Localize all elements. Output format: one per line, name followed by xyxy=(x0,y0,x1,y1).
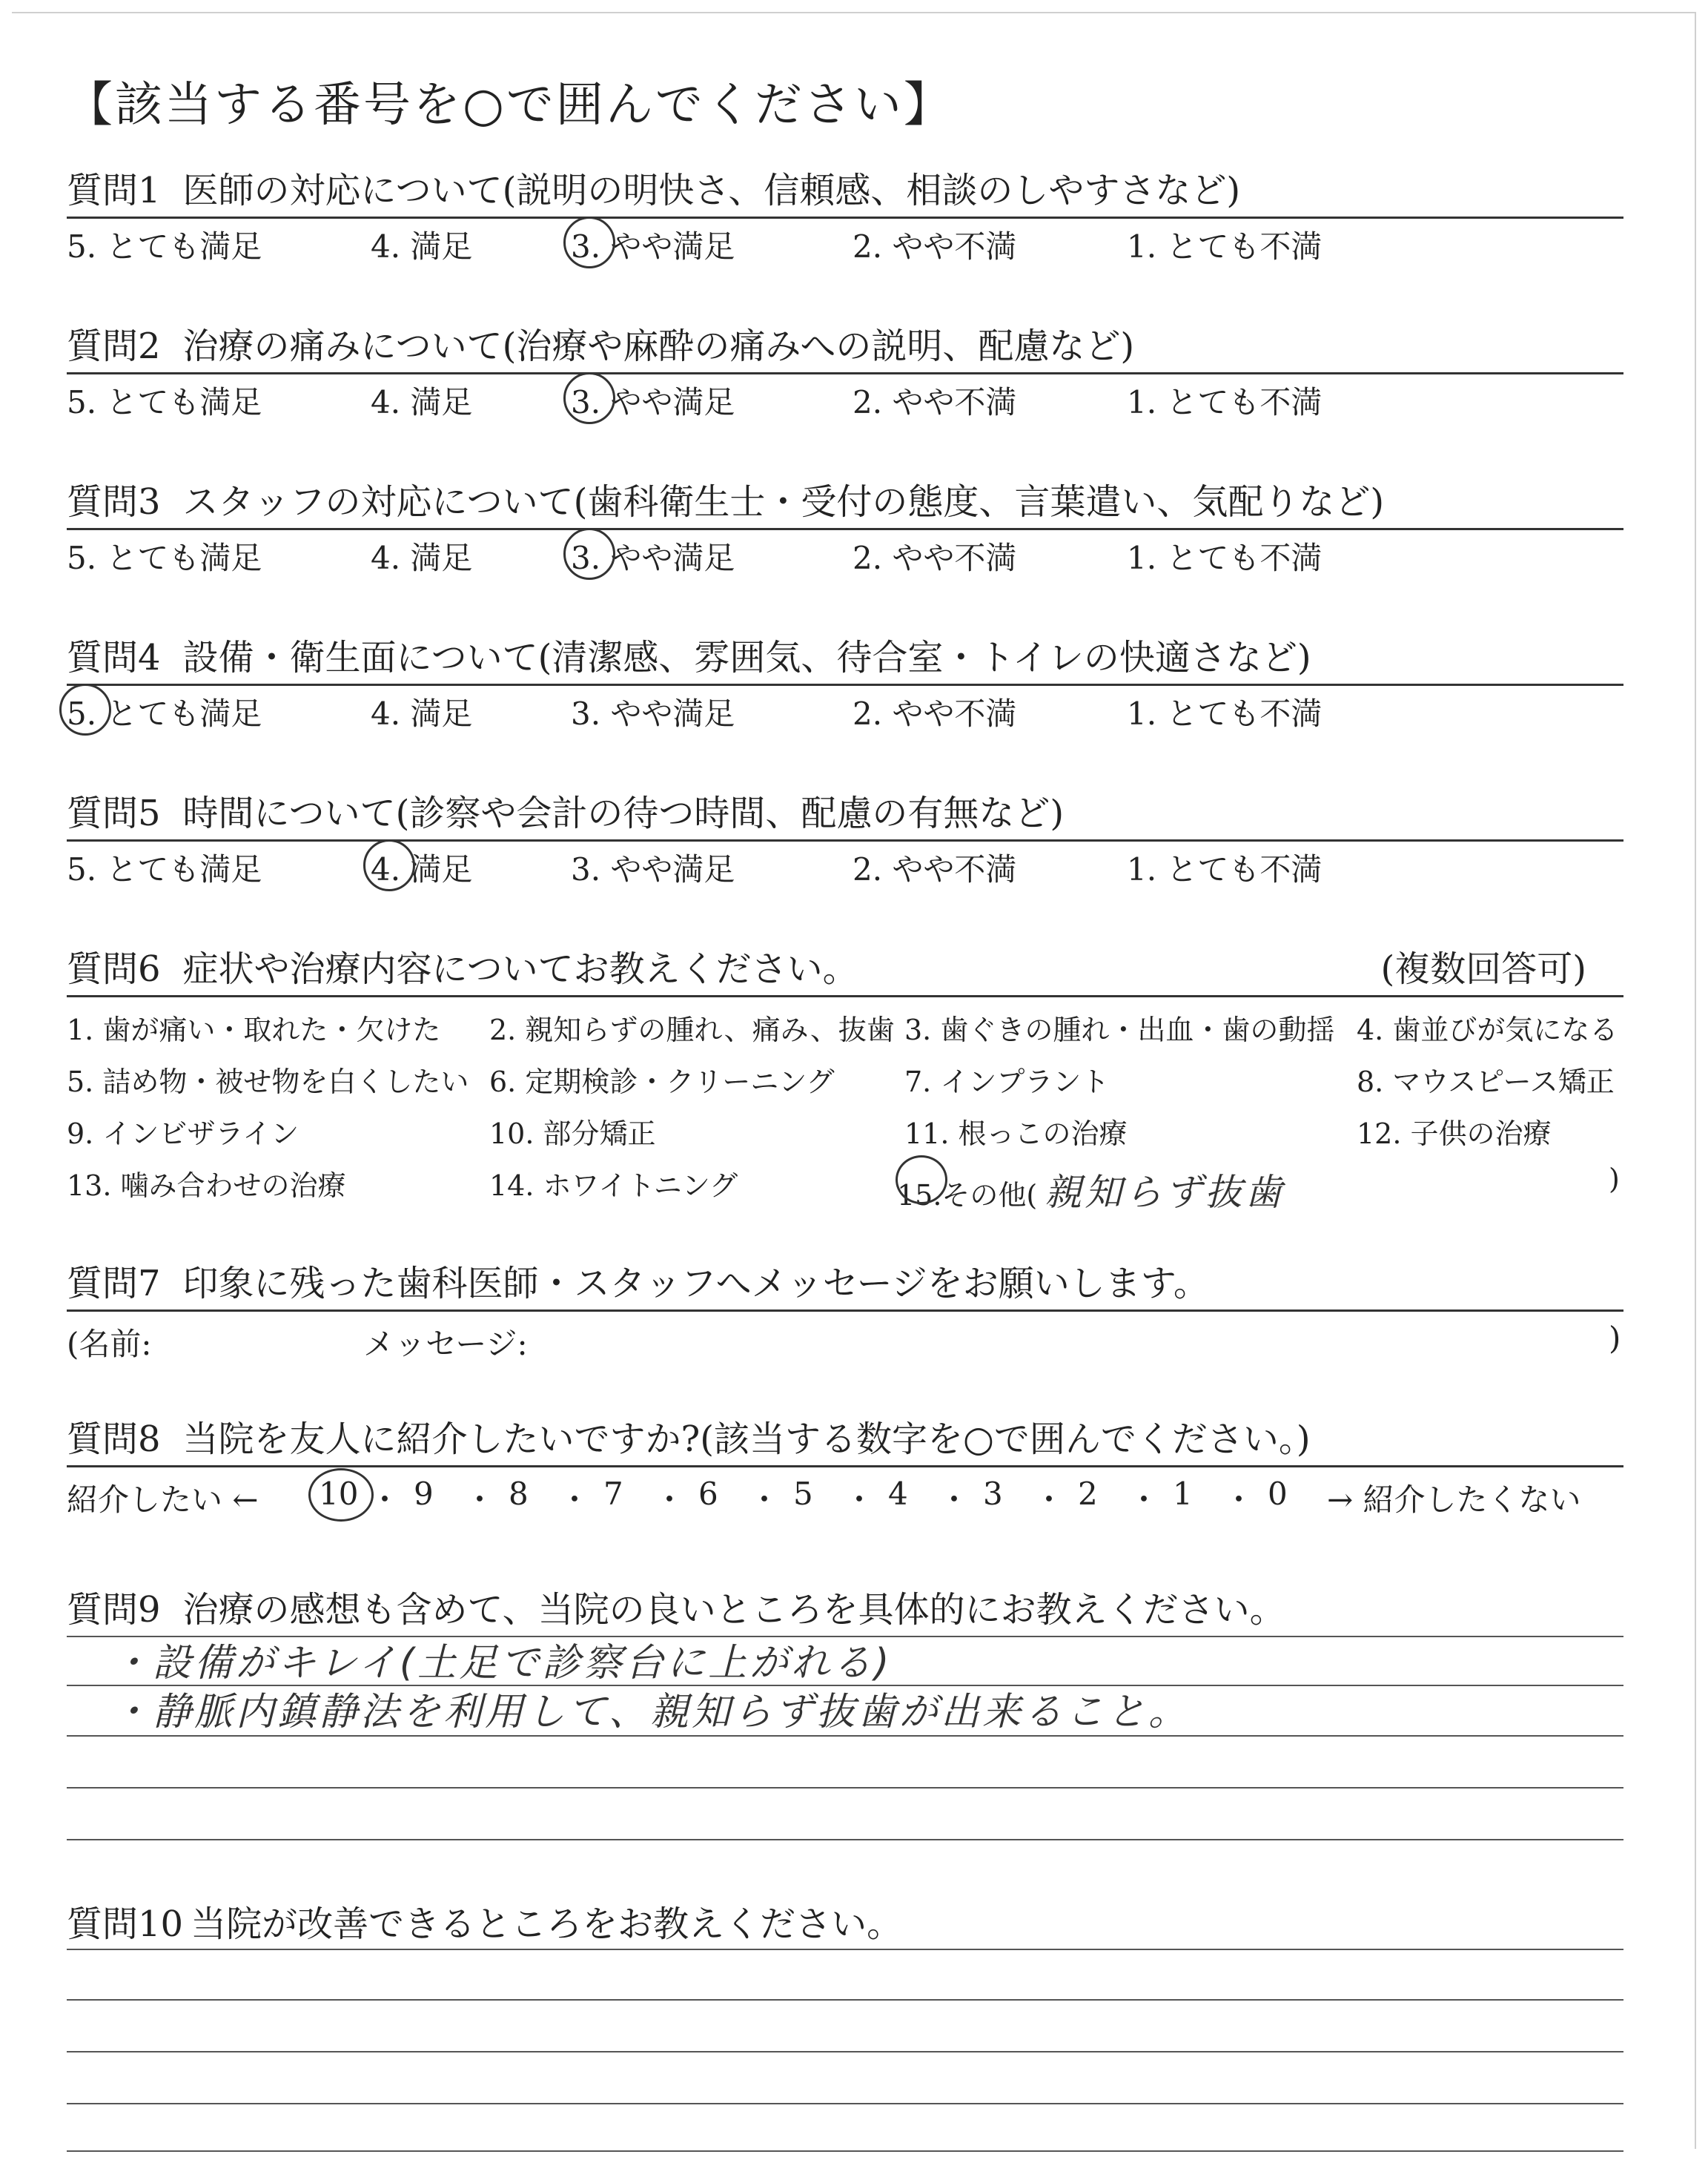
question-3 xyxy=(67,473,1623,599)
question-label: 質問3 xyxy=(67,481,161,523)
question-text: 医師の対応について(説明の明快さ、信頼感、相談のしやすさなど) xyxy=(182,170,1241,211)
question-text: 時間について(診察や会計の待つ時間、配慮の有無など) xyxy=(182,793,1065,834)
question-1 xyxy=(67,162,1623,288)
score-6[interactable]: 6 xyxy=(698,1476,718,1512)
question-label: 質問8 xyxy=(67,1418,161,1460)
question-text: 症状や治療内容についてお教えください。 xyxy=(182,948,858,990)
question-8 xyxy=(67,1410,1623,1544)
question-6 xyxy=(67,940,1623,1222)
selected-circle xyxy=(308,1468,374,1522)
rating-option-4[interactable]: 4. 満足 xyxy=(371,384,473,420)
selected-circle xyxy=(563,528,615,580)
rating-option-2[interactable]: 2. やや不満 xyxy=(853,540,1017,576)
question-10 xyxy=(67,1895,1623,1955)
question-rule xyxy=(67,372,1623,374)
question-title xyxy=(67,473,1384,524)
close-paren: ) xyxy=(1609,1320,1621,1356)
right-label: → 紹介したくない xyxy=(1327,1482,1581,1518)
question-rule xyxy=(67,528,1623,530)
left-label: 紹介したい ← xyxy=(67,1482,259,1518)
handwritten-answer-1[interactable]: ・設備がキレイ(土足で診察台に上がれる) xyxy=(111,1641,893,1685)
question-label: 質問1 xyxy=(67,170,161,211)
question-text: 設備・衛生面について(清潔感、雰囲気、待合室・トイレの快適さなど) xyxy=(182,637,1311,678)
question-rule xyxy=(67,1309,1623,1312)
answer-line xyxy=(67,1999,1623,2001)
question-label: 質問5 xyxy=(67,793,161,834)
other-value[interactable]: 親知らず抜歯 xyxy=(1045,1171,1285,1214)
symptom-option-10[interactable]: 10. 部分矯正 xyxy=(489,1117,656,1150)
symptom-option-5[interactable]: 5. 詰め物・被せ物を白くしたい xyxy=(67,1066,469,1098)
answer-line xyxy=(67,2150,1623,2152)
rating-option-4[interactable]: 4. 満足 xyxy=(371,851,473,888)
question-label: 質問4 xyxy=(67,637,161,678)
score-8[interactable]: 8 xyxy=(509,1476,529,1512)
symptom-option-12[interactable]: 12. 子供の治療 xyxy=(1357,1117,1552,1150)
separator-dot: ・ xyxy=(654,1482,686,1518)
symptom-option-6[interactable]: 6. 定期検診・クリーニング xyxy=(489,1066,835,1098)
rating-option-5[interactable]: 5. とても満足 xyxy=(67,540,262,576)
symptom-option-7[interactable]: 7. インプラント xyxy=(904,1066,1110,1098)
multiple-answer-note: (複数回答可) xyxy=(1380,948,1586,990)
rating-option-4[interactable]: 4. 満足 xyxy=(371,540,473,576)
score-4[interactable]: 4 xyxy=(888,1476,908,1512)
rating-option-1[interactable]: 1. とても不満 xyxy=(1127,540,1323,576)
rating-option-5[interactable]: 5. とても満足 xyxy=(67,851,262,888)
question-rule xyxy=(67,1465,1623,1467)
score-0[interactable]: 0 xyxy=(1268,1476,1288,1512)
symptom-option-8[interactable]: 8. マウスピース矯正 xyxy=(1357,1066,1615,1098)
score-2[interactable]: 2 xyxy=(1078,1476,1098,1512)
rating-option-3[interactable]: 3. やや満足 xyxy=(571,851,735,888)
rating-option-3[interactable]: 3. やや満足 xyxy=(571,696,735,732)
question-label: 質問10 xyxy=(67,1903,184,1945)
symptom-option-11[interactable]: 11. 根っこの治療 xyxy=(904,1117,1128,1150)
question-title xyxy=(67,1581,1285,1632)
question-title xyxy=(67,940,858,991)
name-label: (名前: xyxy=(67,1326,152,1362)
symptom-option-9[interactable]: 9. インビザライン xyxy=(67,1117,299,1150)
question-text: 治療の感想も含めて、当院の良いところを具体的にお教えください。 xyxy=(182,1589,1285,1631)
symptom-option-2[interactable]: 2. 親知らずの腫れ、痛み、抜歯 xyxy=(489,1014,895,1046)
question-rule xyxy=(67,217,1623,219)
selected-circle xyxy=(59,684,111,736)
separator-dot: ・ xyxy=(464,1482,496,1518)
answer-line xyxy=(67,1949,1623,1950)
symptom-option-3[interactable]: 3. 歯ぐきの腫れ・出血・歯の動揺 xyxy=(904,1014,1335,1046)
other-close-paren: ) xyxy=(1609,1163,1620,1195)
question-text: 印象に残った歯科医師・スタッフへメッセージをお願いします。 xyxy=(182,1263,1209,1304)
question-rule xyxy=(67,995,1623,997)
separator-dot: ・ xyxy=(844,1482,875,1518)
separator-dot: ・ xyxy=(1128,1482,1160,1518)
rating-option-5[interactable]: 5. とても満足 xyxy=(67,384,262,420)
score-row xyxy=(67,1476,1623,1520)
selected-circle xyxy=(363,839,415,891)
rating-option-1[interactable]: 1. とても不満 xyxy=(1127,851,1323,888)
question-label: 質問6 xyxy=(67,948,161,990)
question-title xyxy=(67,317,1134,369)
answer-line xyxy=(67,2103,1623,2104)
question-label: 質問9 xyxy=(67,1589,161,1631)
score-9[interactable]: 9 xyxy=(414,1476,434,1512)
score-10[interactable]: 10 xyxy=(319,1476,359,1512)
question-text: スタッフの対応について(歯科衛生士・受付の態度、言葉遣い、気配りなど) xyxy=(182,481,1385,523)
score-1[interactable]: 1 xyxy=(1173,1476,1193,1512)
question-title xyxy=(67,785,1064,836)
option-other[interactable] xyxy=(897,1163,1285,1216)
selected-circle xyxy=(563,372,615,424)
rating-option-3[interactable]: 3. やや満足 xyxy=(571,384,735,420)
rating-option-4[interactable]: 4. 満足 xyxy=(371,696,473,732)
rating-option-5[interactable]: 5. とても満足 xyxy=(67,696,262,732)
question-7 xyxy=(67,1255,1623,1373)
separator-dot: ・ xyxy=(1223,1482,1255,1518)
symptom-option-4[interactable]: 4. 歯並びが気になる xyxy=(1357,1014,1618,1046)
rating-option-3[interactable]: 3. やや満足 xyxy=(571,228,735,265)
question-2 xyxy=(67,317,1623,443)
score-5[interactable]: 5 xyxy=(793,1476,813,1512)
question-rule xyxy=(67,684,1623,686)
question-4 xyxy=(67,629,1623,755)
separator-dot: ・ xyxy=(939,1482,970,1518)
other-label: 15.その他( xyxy=(897,1179,1038,1212)
rating-option-2[interactable]: 2. やや不満 xyxy=(853,384,1017,420)
rating-option-1[interactable]: 1. とても不満 xyxy=(1127,228,1323,265)
rating-option-3[interactable]: 3. やや満足 xyxy=(571,540,735,576)
question-title xyxy=(67,1895,902,1946)
symptom-option-13[interactable]: 13. 噛み合わせの治療 xyxy=(67,1169,346,1202)
message-label: メッセージ: xyxy=(363,1326,528,1362)
separator-dot: ・ xyxy=(369,1482,401,1518)
score-7[interactable]: 7 xyxy=(603,1476,623,1512)
handwritten-answer-2[interactable]: ・静脈内鎮静法を利用して、親知らず抜歯が出来ること。 xyxy=(111,1690,1190,1734)
rating-option-4[interactable]: 4. 満足 xyxy=(371,228,473,265)
question-title xyxy=(67,162,1240,213)
question-text: 当院を友人に紹介したいですか?(該当する数字を○で囲んでください。) xyxy=(182,1418,1311,1460)
question-label: 質問7 xyxy=(67,1263,161,1304)
score-3[interactable]: 3 xyxy=(983,1476,1003,1512)
symptom-option-14[interactable]: 14. ホワイトニング xyxy=(489,1169,738,1202)
question-label: 質問2 xyxy=(67,326,161,367)
answer-line xyxy=(67,1839,1623,1840)
question-title xyxy=(67,1410,1311,1462)
rating-option-1[interactable]: 1. とても不満 xyxy=(1127,696,1323,732)
rating-option-5[interactable]: 5. とても満足 xyxy=(67,228,262,265)
answer-line xyxy=(67,2051,1623,2052)
selected-circle xyxy=(563,217,615,268)
rating-option-2[interactable]: 2. やや不満 xyxy=(853,696,1017,732)
page-title: 【該当する番号を○で囲んでください】 xyxy=(65,78,953,133)
separator-dot: ・ xyxy=(1033,1482,1065,1518)
answer-line xyxy=(67,1787,1623,1789)
question-rule xyxy=(67,839,1623,842)
separator-dot: ・ xyxy=(749,1482,781,1518)
separator-dot: ・ xyxy=(559,1482,591,1518)
question-text: 当院が改善できるところをお教えください。 xyxy=(191,1903,903,1945)
rating-option-2[interactable]: 2. やや不満 xyxy=(853,228,1017,265)
symptom-option-1[interactable]: 1. 歯が痛い・取れた・欠けた xyxy=(67,1014,441,1046)
question-title xyxy=(67,629,1311,680)
question-text: 治療の痛みについて(治療や麻酔の痛みへの説明、配慮など) xyxy=(182,326,1135,367)
selected-circle xyxy=(896,1155,947,1204)
question-title xyxy=(67,1255,1209,1306)
rating-option-2[interactable]: 2. やや不満 xyxy=(853,851,1017,888)
rating-option-1[interactable]: 1. とても不満 xyxy=(1127,384,1323,420)
question-5 xyxy=(67,785,1623,911)
